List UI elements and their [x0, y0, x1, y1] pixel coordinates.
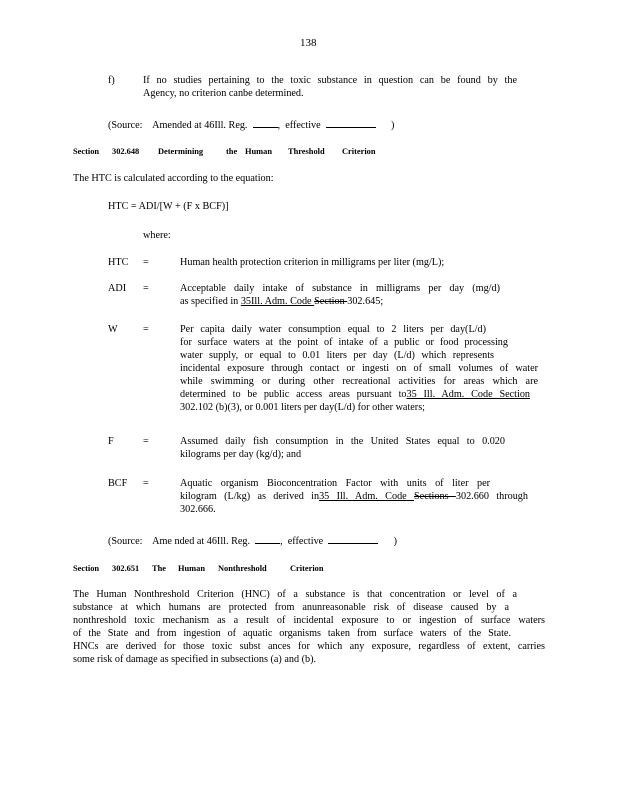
source-1-prefix: (Source:: [108, 120, 143, 131]
section-648-word-4: Threshold: [288, 147, 325, 156]
def-w-section-word: Section: [499, 389, 531, 400]
item-f-line-2: Agency, no criterion canbe determined.: [143, 88, 304, 99]
def-w-body: [180, 323, 538, 414]
def-adi-body: [180, 282, 500, 308]
hnc-line-5: HNCs are derived for those toxic subst ances for which any exposure, regardless of extent, carries: [73, 641, 545, 652]
def-adi-section-number: 302.645;: [347, 296, 384, 307]
hnc-paragraph: [73, 588, 545, 666]
section-648-word-2: the: [226, 147, 238, 156]
section-651-word-1: The: [152, 564, 166, 573]
source-2-prefix: (Source:: [108, 536, 143, 547]
def-w-line-7: 302.102 (b)(3), or 0.001 liters per day(L/d) for other waters;: [180, 402, 425, 413]
def-w-line-2: for surface waters at the point of intake of a public or food processing: [180, 337, 508, 348]
hnc-line-2: substance at which humans are protected from anunreasonable risk of disease caused by a: [73, 602, 509, 613]
section-648-heading: [0, 145, 618, 157]
def-w-line-4: incidental exposure through contact or ingesti on of small volumes of water: [180, 363, 538, 374]
def-f-line-1: Assumed daily fish consumption in the United States equal to 0.020: [180, 436, 505, 447]
item-f-marker: f): [108, 75, 115, 86]
def-w-line-5: while swimming or during other recreational activities for areas which are: [180, 376, 538, 387]
def-bcf-line-3: 302.666.: [180, 504, 216, 515]
section-648-word-3: Human: [245, 147, 272, 156]
htc-intro: The HTC is calculated according to the equation:: [73, 173, 274, 184]
section-651-label: Section: [73, 564, 100, 573]
def-htc-term: HTC: [108, 257, 129, 268]
def-w-line-3: water supply, or equal to 0.01 liters per day (L/d) which represents: [180, 350, 494, 361]
section-651-word-4: Criterion: [290, 564, 324, 573]
def-w-term: W: [108, 324, 118, 335]
def-adi-inserted-citation: 35Ill. Adm. Code: [240, 296, 315, 307]
def-bcf-line-2-text: kilogram (L/kg) as derived in: [180, 491, 320, 502]
def-htc-body: [180, 256, 538, 269]
hnc-line-4: of the State and from ingestion of aquatic organisms taken from surface waters of the State.: [73, 628, 511, 639]
def-bcf-inserted-citation: 35 Ill. Adm. Code: [319, 491, 415, 502]
hnc-line-6: some risk of damage as specified in subsections (a) and (b).: [73, 654, 317, 665]
def-bcf-body: [180, 477, 528, 516]
def-bcf-line-2: [180, 490, 528, 503]
def-w-line-6: [180, 388, 530, 401]
section-651-heading: [0, 562, 618, 574]
def-adi-line-2-text: as specified in: [180, 296, 241, 307]
item-f-text: [143, 74, 517, 100]
source-2-reg-blank: [255, 533, 280, 544]
htc-equation: HTC = ADI/[W + (F x BCF)]: [108, 201, 229, 212]
def-bcf-line-1: Aquatic organism Bioconcentration Factor with units of liter per: [180, 478, 490, 489]
def-adi-line-2: [180, 295, 500, 308]
def-f-body: [180, 435, 505, 461]
def-htc-line-1: Human health protection criterion in milligrams per liter (mg/L);: [180, 257, 445, 268]
section-651-word-3: Nonthreshold: [218, 564, 267, 573]
source-note-1: (Source: Amended at 46Ill. Reg. , effective ): [108, 117, 394, 132]
def-bcf-struck-word: Sections: [414, 491, 456, 502]
def-adi-line-1: Acceptable daily intake of substance in milligrams per day (mg/d): [180, 283, 500, 294]
source-1-close: ): [391, 120, 395, 131]
def-f-equals: =: [143, 436, 149, 447]
def-w-line-6-text: determined to be public access areas pursuant to: [180, 389, 407, 400]
def-adi-term: ADI: [108, 283, 127, 294]
def-bcf-equals: =: [143, 478, 149, 489]
section-648-label: Section: [73, 147, 100, 156]
section-648-word-1: Determining: [158, 147, 204, 156]
section-651-number: 302.651: [112, 564, 140, 573]
section-651-word-2: Human: [178, 564, 205, 573]
def-w-line-1: Per capita daily water consumption equal to 2 liters per day(L/d): [180, 324, 486, 335]
def-bcf-term: BCF: [108, 478, 128, 489]
item-f-line-1: If no studies pertaining to the toxic substance in question can be found by the: [143, 75, 517, 86]
source-1-text: Amended at 46Ill. Reg.: [152, 120, 248, 131]
def-f-line-2: kilograms per day (kg/d); and: [180, 449, 302, 460]
def-w-inserted-citation: 35 Ill. Adm. Code: [406, 389, 500, 400]
where-label: where:: [143, 230, 171, 241]
source-1-effective: effective: [285, 120, 321, 131]
page-number: 138: [300, 37, 317, 49]
source-1-reg-blank: [253, 117, 278, 128]
def-adi-equals: =: [143, 283, 149, 294]
def-adi-struck-word: Section: [314, 296, 348, 307]
def-bcf-section-range: 302.660 through: [455, 491, 528, 502]
section-648-word-5: Criterion: [342, 147, 376, 156]
source-note-2: (Source: Ame nded at 46Ill. Reg. , effective ): [108, 533, 397, 548]
def-w-equals: =: [143, 324, 149, 335]
source-2-date-blank: [328, 533, 378, 544]
section-648-number: 302.648: [112, 147, 140, 156]
source-2-effective: effective: [287, 536, 324, 547]
hnc-line-3: nonthreshold toxic mechanism as a result of incidental exposure to or ingestion of surface waters: [73, 615, 545, 626]
source-1-date-blank: [326, 117, 376, 128]
source-2-close: ): [393, 536, 397, 547]
def-f-term: F: [108, 436, 114, 447]
hnc-line-1: The Human Nonthreshold Criterion (HNC) of a substance is that concentration or level of a: [73, 589, 517, 600]
def-htc-equals: =: [143, 257, 149, 268]
source-2-text: Ame nded at 46Ill. Reg.: [152, 536, 251, 547]
